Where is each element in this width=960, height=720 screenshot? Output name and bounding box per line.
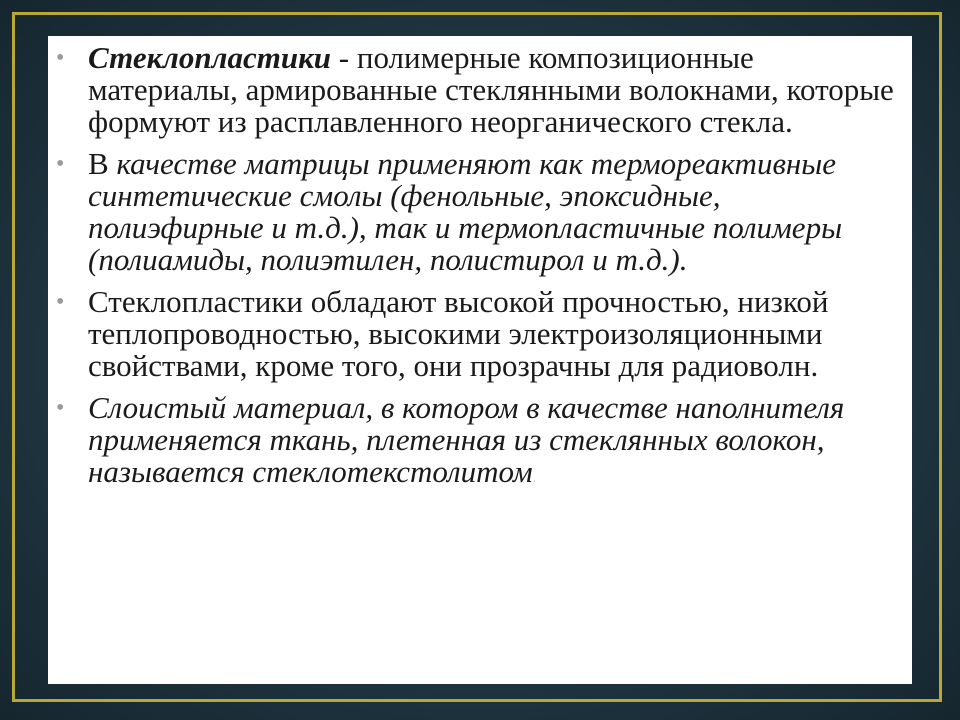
properties-text: Стеклопластики обладают высокой прочностью, низкой теплопроводностью, высокими электроизоляционными свойствами, кроме того, они прозрачны для радиоволн.: [88, 284, 829, 383]
content-panel: [48, 36, 912, 684]
bullet-item-properties: [48, 286, 912, 382]
bullet-item-definition: [48, 36, 912, 138]
bullet-icon: •: [56, 289, 65, 315]
laminate-text: Слоистый материал, в котором в качестве наполнителя применяется ткань, плетенная из стеклянных волокон, называется стеклотекстолитом: [88, 390, 845, 489]
bullet-icon: •: [56, 395, 65, 421]
bullet-item-laminate: [48, 392, 912, 495]
matrix-lead-text: В: [88, 146, 117, 181]
matrix-text: качестве матрицы применяют как термореактивные синтетические смолы (фенольные, эпоксидные, полиэфирные и т.д.), так и термопластичные полимеры (полиамиды, полиэтилен, полистирол и т.д.).: [88, 146, 843, 277]
bullet-list: [48, 36, 912, 505]
bullet-icon: •: [56, 45, 65, 71]
bullet-item-matrix: [48, 148, 912, 276]
term-text: Стеклопластики: [88, 40, 332, 75]
trailing-dot: .: [532, 471, 537, 486]
bullet-icon: •: [56, 151, 65, 177]
definition-text: - полимерные композиционные материалы, армированные стеклянными волокнами, которые формуют из расплавленного неорганического стекла.: [88, 40, 894, 139]
